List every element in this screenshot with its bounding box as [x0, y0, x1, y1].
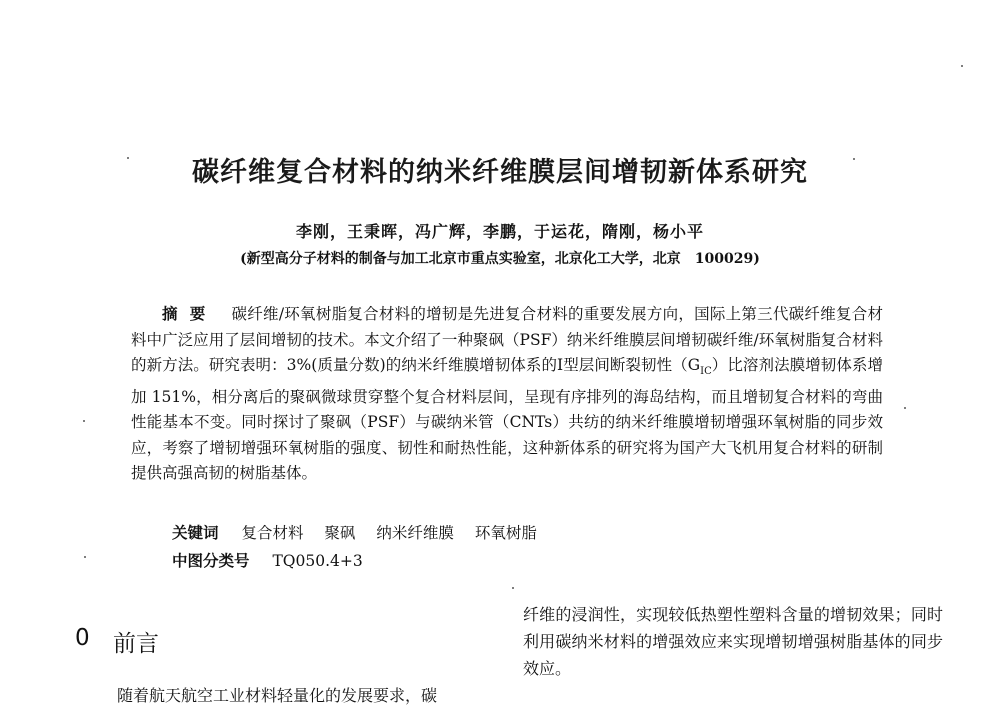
abstract-subscript: IC	[700, 366, 712, 378]
scan-speck	[83, 420, 85, 422]
keywords-label: 关键词	[172, 523, 219, 542]
affiliation: (新型高分子材料的制备与加工北京市重点实验室，北京化工大学，北京 100029)	[240, 251, 760, 267]
keyword-item: 环氧树脂	[474, 524, 537, 542]
paper-title: 碳纤维复合材料的纳米纤维膜层间增韧新体系研究	[192, 157, 808, 188]
scan-speck	[512, 587, 514, 589]
abstract-label: 摘要	[162, 304, 218, 323]
right-column-text: 纤维的浸润性，实现较低热塑性塑料含量的增韧效果；同时利用碳纳米材料的增强效应来实现增韧增强树脂基体的同步效应。	[523, 605, 943, 678]
keyword-item: 聚砜	[324, 524, 356, 542]
left-column-text: 随着航天航空工业材料轻量化的发展要求，碳	[117, 686, 438, 705]
section-number: 0	[75, 625, 90, 651]
classification-value: TQ050.4+3	[272, 552, 363, 570]
scan-speck	[84, 556, 86, 558]
section-title: 前言	[113, 631, 159, 657]
abstract-text-part2: ）比溶剂法膜增韧体系增加 151%，相分离后的聚砜微球贯穿整个复合材料层间，呈现有序排列的海岛结构，而且增韧复合材料的弯曲性能基本不变。同时探讨了聚砜（PSF）与碳纳米管（CNTs）共纺的纳米纤维膜增韧增强环氧树脂的同步效应，考察了增韧增强环氧树脂的强度、韧性和耐热性能，这种新体系的研究将为国产大飞机用复合材料的研制提供高强高韧的树脂基体。	[131, 356, 883, 483]
author-list: 李刚，王秉晖，冯广辉，李鹏，于运花，隋刚，杨小平	[295, 222, 704, 241]
scan-speck	[904, 407, 906, 409]
keyword-item: 复合材料	[241, 524, 304, 542]
abstract	[131, 301, 883, 487]
scan-speck	[127, 157, 129, 159]
scan-speck	[961, 65, 963, 67]
abstract-text-part1: 碳纤维/环氧树脂复合材料的增韧是先进复合材料的重要发展方向，国际上第三代碳纤维复合材料中广泛应用了层间增韧的技术。本文介绍了一种聚砜（PSF）纳米纤维膜层间增韧碳纤维/环氧树脂复合材料的新方法。研究表明：3%(质量分数)的纳米纤维膜增韧体系的Ⅰ型层间断裂韧性（G	[131, 305, 883, 374]
keywords	[172, 521, 553, 543]
scan-speck	[853, 158, 855, 160]
classification	[172, 549, 363, 571]
classification-label: 中图分类号	[172, 551, 250, 570]
keyword-item: 纳米纤维膜	[376, 524, 454, 542]
